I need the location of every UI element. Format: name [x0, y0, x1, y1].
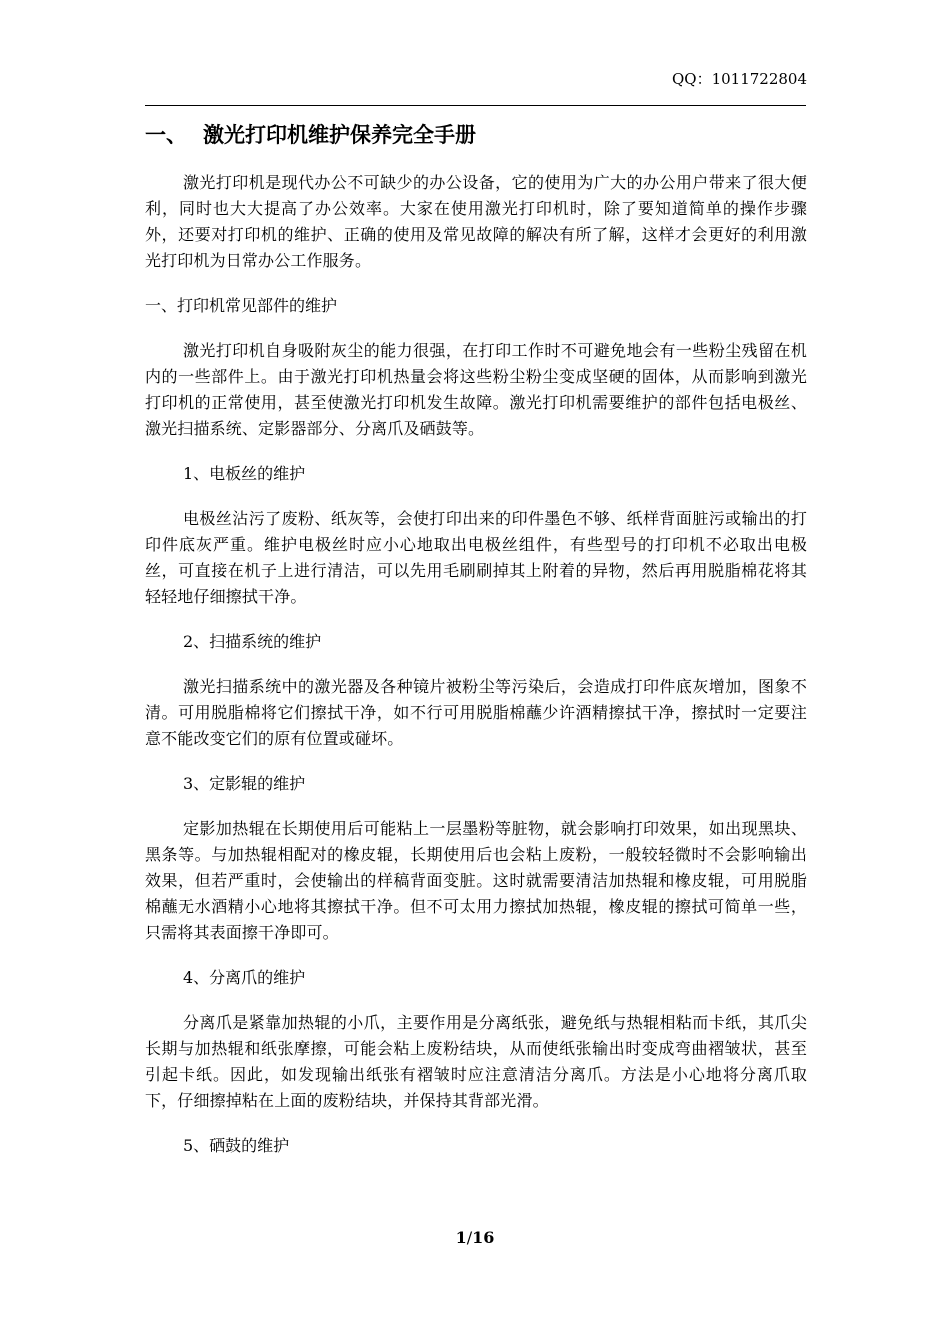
subsection-heading-electrode: 1、电板丝的维护	[183, 464, 306, 483]
header-qq: QQ：1011722804	[671, 70, 807, 88]
page-current: 1	[455, 1228, 467, 1247]
subsection-heading-separator: 4、分离爪的维护	[183, 968, 306, 987]
subsection-heading-scanner: 2、扫描系统的维护	[183, 632, 322, 651]
document-title	[145, 119, 807, 151]
title-number: 一、	[145, 122, 187, 147]
document-body	[145, 119, 807, 1178]
subsection-heading-drum: 5、硒鼓的维护	[183, 1136, 290, 1155]
subsection-text-separator: 分离爪是紧靠加热辊的小爪，主要作用是分离纸张，避免纸与热辊相粘而卡纸，其爪尖长期与加热辊和纸张摩擦，可能会粘上废粉结块，从而使纸张输出时变成弯曲褶皱状，甚至引起卡纸。因此，如发现输出纸张有褶皱时应注意清洁分离爪。方法是小心地将分离爪取下，仔细擦掉粘在上面的废粉结块，并保持其背部光滑。	[145, 1013, 807, 1110]
subsection-text-scanner: 激光扫描系统中的激光器及各种镜片被粉尘等污染后，会造成打印件底灰增加，图象不清。可用脱脂棉将它们擦拭干净，如不行可用脱脂棉蘸少许酒精擦拭干净，擦拭时一定要注意不能改变它们的原有位置或碰坏。	[145, 677, 807, 748]
title-text: 激光打印机维护保养完全手册	[203, 122, 476, 147]
page-total: 16	[472, 1228, 495, 1247]
subsection-text-fuser: 定影加热辊在长期使用后可能粘上一层墨粉等脏物，就会影响打印效果，如出现黑块、黑条等。与加热辊相配对的橡皮辊，长期使用后也会粘上废粉，一般较轻微时不会影响输出效果，但若严重时，会使输出的样稿背面变脏。这时就需要清洁加热辊和橡皮辊，可用脱脂棉蘸无水酒精小心地将其擦拭干净。但不可太用力擦拭加热辊，橡皮辊的擦拭可简单一些，只需将其表面擦干净即可。	[145, 819, 807, 942]
page-number	[0, 1227, 950, 1249]
header-divider	[145, 105, 806, 106]
section-intro-paragraph: 激光打印机自身吸附灰尘的能力很强，在打印工作时不可避免地会有一些粉尘残留在机内的一些部件上。由于激光打印机热量会将这些粉尘粉尘变成坚硬的固体，从而影响到激光打印机的正常使用，甚至使激光打印机发生故障。激光打印机需要维护的部件包括电极丝、激光扫描系统、定影器部分、分离爪及硒鼓等。	[145, 341, 807, 438]
page-separator: /	[466, 1228, 473, 1247]
intro-paragraph: 激光打印机是现代办公不可缺少的办公设备，它的使用为广大的办公用户带来了很大便利，同时也大大提高了办公效率。大家在使用激光打印机时，除了要知道简单的操作步骤外，还要对打印机的维护、正确的使用及常见故障的解决有所了解，这样才会更好的利用激光打印机为日常办公工作服务。	[145, 173, 807, 270]
section-heading: 一、打印机常见部件的维护	[145, 296, 338, 315]
subsection-text-electrode: 电极丝沾污了废粉、纸灰等，会使打印出来的印件墨色不够、纸样背面脏污或输出的打印件底灰严重。维护电极丝时应小心地取出电极丝组件，有些型号的打印机不必取出电极丝，可直接在机子上进行清洁，可以先用毛刷刷掉其上附着的异物，然后再用脱脂棉花将其轻轻地仔细擦拭干净。	[145, 509, 807, 606]
subsection-heading-fuser: 3、定影辊的维护	[183, 774, 306, 793]
